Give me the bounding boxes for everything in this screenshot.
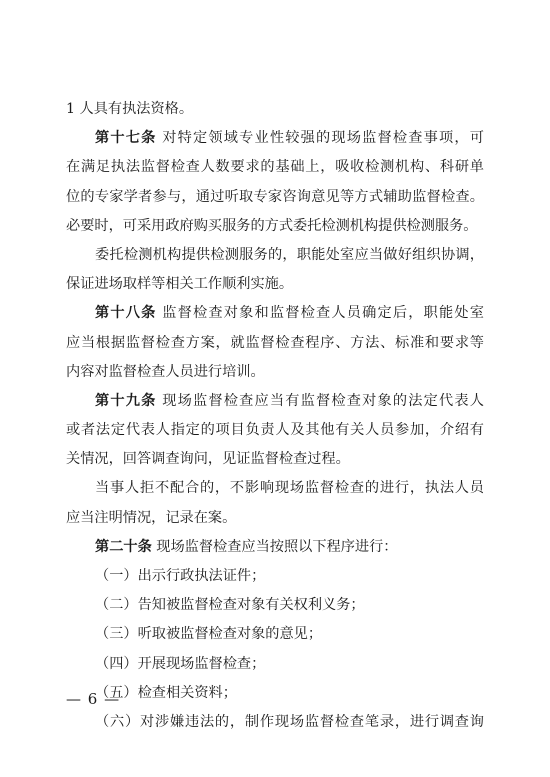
text-line — [66, 679, 484, 708]
text-line — [66, 329, 484, 358]
text-line — [66, 183, 484, 212]
text-line — [66, 270, 484, 299]
line-text: 当事人拒不配合的，不影响现场监督检查的进行，执法人员 — [95, 480, 484, 497]
line-text: 内容对监督检查人员进行培训。 — [66, 363, 265, 380]
page-number: — 6 — — [66, 690, 121, 708]
text-line — [66, 212, 484, 241]
line-text: 在满足执法监督检查人数要求的基础上，吸收检测机构、科研单 — [66, 159, 484, 176]
body-text — [66, 95, 484, 737]
article-number: 第二十条 — [95, 538, 152, 555]
text-line — [66, 153, 484, 182]
line-text: （五）检查相关资料； — [95, 684, 237, 701]
text-line — [66, 95, 484, 124]
line-text: 或者法定代表人指定的项目负责人及其他有关人员参加，介绍有 — [66, 422, 484, 439]
text-line — [66, 591, 484, 620]
article-heading-line — [66, 124, 484, 153]
text-line — [66, 445, 484, 474]
line-text: 1 人具有执法资格。 — [66, 101, 194, 117]
line-text: 关情况，回答调查询问，见证监督检查过程。 — [66, 451, 350, 468]
line-text: 必要时，可采用政府购买服务的方式委托检测机构提供检测服务。 — [66, 217, 478, 234]
line-text: （二）告知被监督检查对象有关权利义务； — [95, 597, 365, 614]
line-text: 监督检查对象和监督检查人员确定后，职能处室 — [156, 305, 484, 322]
article-number: 第十九条 — [95, 392, 157, 409]
line-text: 保证进场取样等相关工作顺利实施。 — [66, 276, 294, 293]
text-line — [66, 241, 484, 270]
text-line — [66, 620, 484, 649]
line-text: 应当注明情况，记录在案。 — [66, 509, 237, 526]
line-text: 应当根据监督检查方案，就监督检查程序、方法、标准和要求等 — [66, 334, 484, 351]
article-number: 第十八条 — [95, 305, 157, 322]
line-text: 对特定领域专业性较强的现场监督检查事项，可 — [156, 130, 484, 147]
text-line — [66, 358, 484, 387]
line-text: （一）出示行政执法证件； — [95, 568, 266, 584]
article-heading-line — [66, 299, 484, 328]
article-heading-line — [66, 533, 484, 562]
line-text: 位的专家学者参与，通过听取专家咨询意见等方式辅助监督检查。 — [66, 188, 484, 205]
line-text: 现场监督检查应当按照以下程序进行： — [151, 538, 398, 555]
line-text: （四）开展现场监督检查； — [95, 655, 266, 672]
text-line — [66, 708, 484, 737]
article-number: 第十七条 — [95, 130, 157, 147]
line-text: （三）听取被监督检查对象的意见； — [95, 626, 323, 643]
line-text: 现场监督检查应当有监督检查对象的法定代表人 — [156, 392, 484, 409]
article-heading-line — [66, 387, 484, 416]
text-line — [66, 416, 484, 445]
line-text: 委托检测机构提供检测服务的，职能处室应当做好组织协调， — [95, 246, 484, 263]
line-text: （六）对涉嫌违法的，制作现场监督检查笔录，进行调查询 — [95, 713, 484, 730]
text-line — [66, 650, 484, 679]
text-line — [66, 474, 484, 503]
text-line — [66, 504, 484, 533]
text-line — [66, 562, 484, 591]
